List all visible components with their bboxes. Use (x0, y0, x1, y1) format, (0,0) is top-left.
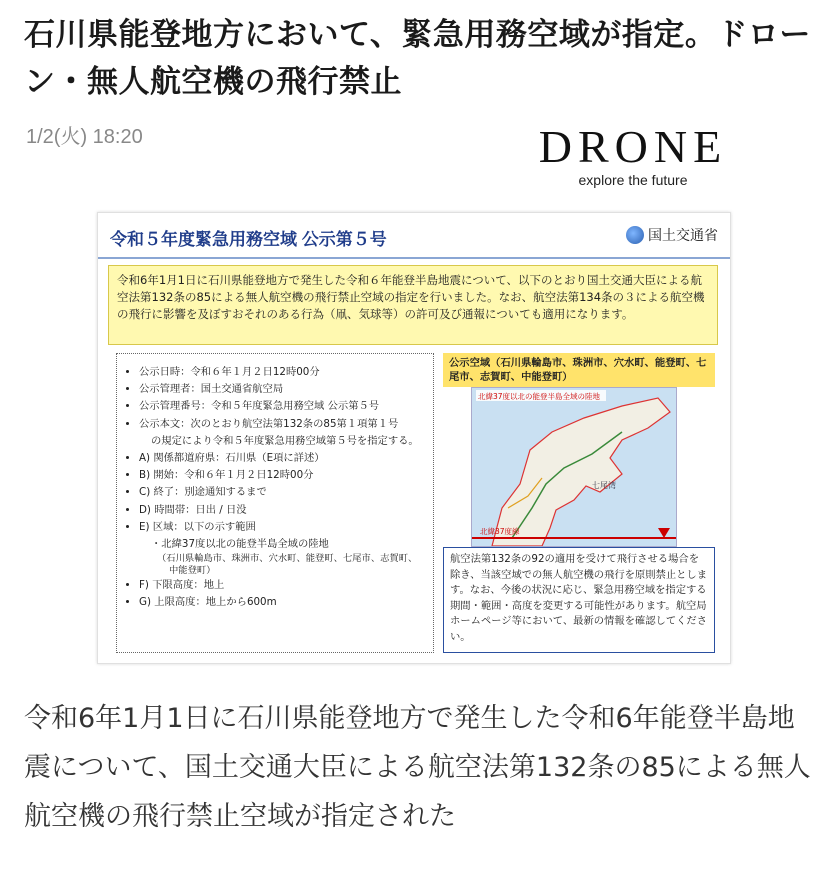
north-arrow-icon (658, 528, 670, 538)
notice-image[interactable] (97, 212, 731, 664)
detail-item-sub: （石川県輪島市、珠洲市、穴水町、能登町、七尾市、志賀町、 (157, 553, 418, 565)
map-label-bay: 七尾湾 (592, 481, 616, 490)
detail-item-sub: 中能登町） (169, 565, 216, 577)
ministry-name: 国土交通省 (648, 228, 718, 244)
detail-item-sub: ・北緯37度以北の能登半島全域の陸地 (151, 538, 329, 551)
detail-item: • A) 関係都道府県：石川県（E項に詳述） (139, 450, 425, 467)
detail-item: • 公示日時：令和６年１月２日12時00分 (139, 364, 425, 381)
drone-logo (533, 122, 733, 188)
map-header: 公示空域（石川県輪島市、珠洲市、穴水町、能登町、七尾市、志賀町、中能登町） (443, 353, 715, 387)
detail-item: • F) 下限高度：地上 (139, 577, 425, 594)
noto-map (471, 387, 677, 547)
article-title: 石川県能登地方において、緊急用務空域が指定。ドローン・無人航空機の飛行禁止 (24, 17, 811, 100)
logo-tagline: explore the future (578, 172, 688, 188)
detail-item: • C) 終了：別途通知するまで (139, 484, 425, 501)
map-panel (443, 353, 715, 653)
notice-title: 令和５年度緊急用務空域 公示第５号 (110, 230, 387, 249)
peninsula-map-svg (472, 388, 676, 546)
map-label-top: 北緯37度以北の能登半島全域の陸地 (478, 392, 601, 401)
detail-item: • B) 開始：令和６年１月２日12時00分 (139, 467, 425, 484)
notice-header (98, 213, 730, 259)
detail-item: • 公示管理者：国土交通省航空局 (139, 381, 425, 398)
detail-item: • G) 上限高度：地上から600m (139, 594, 425, 611)
notice-note: 航空法第132条の92の適用を受けて飛行させる場合を除き、当該空域での無人航空機の飛行を原則禁止とします。なお、今後の状況に応じ、緊急用務空域を指定する期間・範囲・高度を変更する可能性があります。航空局ホームページ等において、最新の情報を確認してください。 (443, 547, 715, 653)
detail-item: • 公示管理番号：令和５年度緊急用務空域 公示第５号 (139, 398, 425, 415)
map-label-bottom: 北緯37度線 (480, 527, 520, 536)
logo-brand: DRONE (538, 121, 728, 172)
detail-item-continued: の規定により令和５年度緊急用務空域第５号を指定する。 (151, 434, 419, 447)
detail-item: • D) 時間帯：日出 / 日没 (139, 502, 425, 519)
ministry-emblem-icon (626, 226, 644, 244)
publish-date: 1/2(火) 18:20 (26, 126, 143, 148)
notice-details (116, 353, 434, 653)
noto-peninsula-shape (492, 398, 670, 546)
detail-item: • E) 区域：以下の示す範囲 (139, 519, 425, 536)
article-body: 令和6年1月1日に石川県能登地方で発生した令和6年能登半島地震について、国土交通大臣による航空法第132条の85による無人航空機の飛行禁止空域が指定された (24, 703, 811, 832)
notice-intro: 令和6年1月1日に石川県能登地方で発生した令和６年能登半島地震について、以下のとおり国土交通大臣による航空法第132条の85による無人航空機の飛行禁止空域の指定を行いました。なお、航空法第134条の３による航空機の飛行に影響を及ぼすおそれのある行為（凧、気球等）の許可及び通報についても適用になります。 (108, 265, 718, 345)
ministry-label (626, 225, 718, 245)
detail-item: • 公示本文：次のとおり航空法第132条の85第１項第１号 (139, 416, 425, 433)
